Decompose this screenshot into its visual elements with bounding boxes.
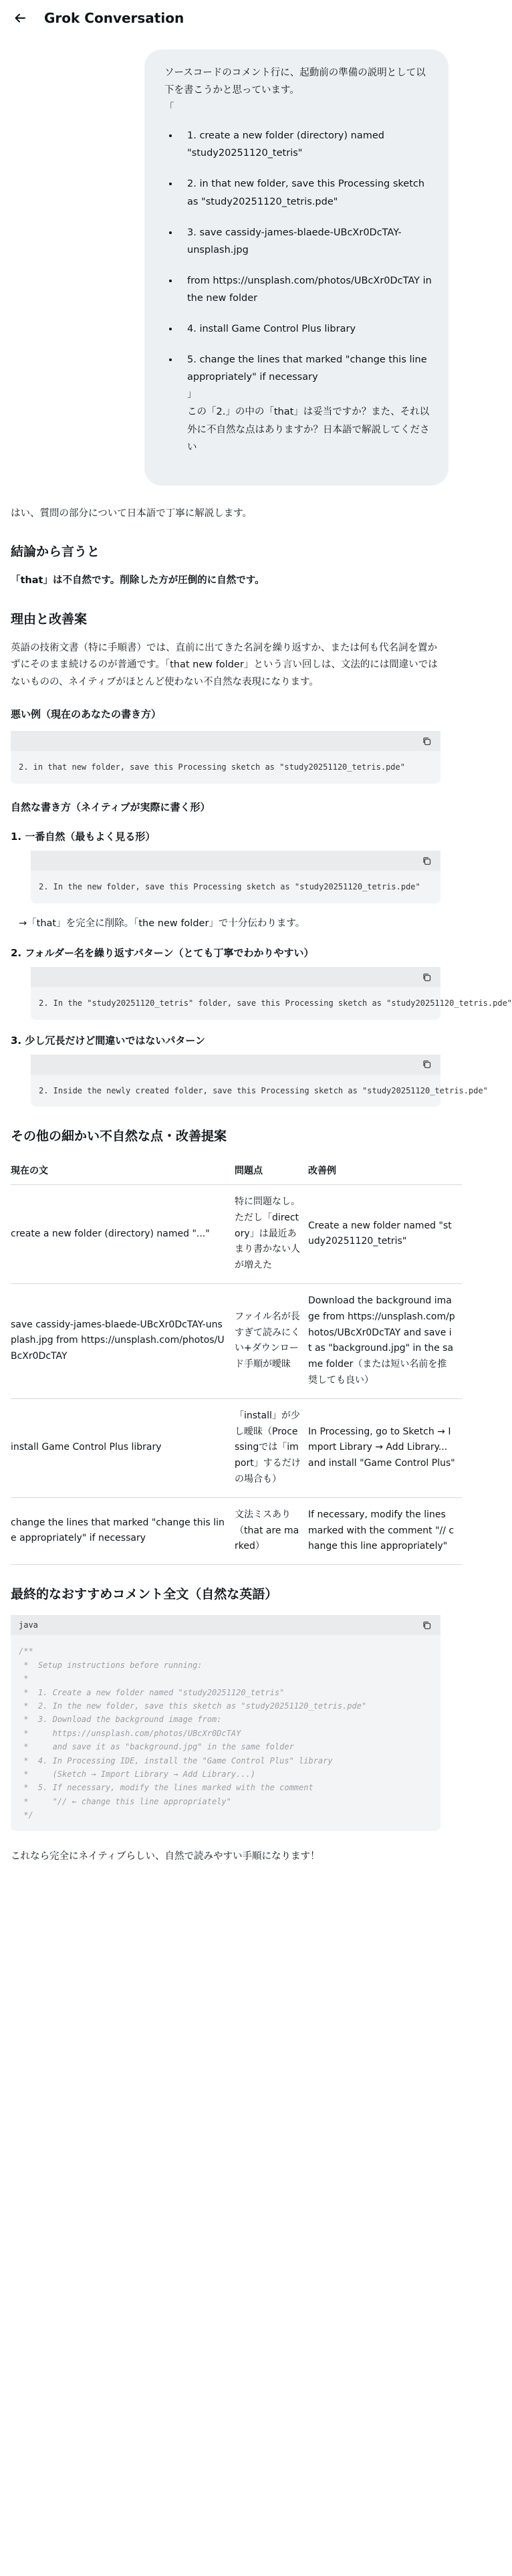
copy-icon[interactable] (420, 1059, 432, 1071)
bad-example-heading: 悪い例（現在のあなたの書き方） (11, 708, 162, 721)
table-row (11, 1398, 462, 1497)
table-cell: In Processing, go to Sketch → Import Library → Add Library... and install "Game Control Plus" (308, 1398, 462, 1497)
reason-heading: 理由と改善案 (11, 611, 88, 627)
table-cell: change the lines that marked "change this line appropriately" if necessary (11, 1497, 235, 1564)
conclusion-heading: 結論から言うと (11, 544, 100, 560)
table-cell: create a new folder (directory) named "..." (11, 1185, 235, 1284)
column-header: 問題点 (235, 1158, 308, 1185)
assistant-message (11, 506, 512, 1866)
back-arrow-icon[interactable] (11, 9, 29, 27)
final-heading: 最終的なおすすめコメント全文（自然な英語） (11, 1587, 278, 1602)
user-question: この「2.」の中の「that」は妥当ですか？また、それ以外に不自然な点はありますか？日本語で解説してください (187, 407, 430, 453)
code-header (11, 1615, 440, 1635)
table-row (11, 1283, 462, 1398)
table-cell: save cassidy-james-blaede-UBcXr0DcTAY-unsplash.jpg from https://unsplash.com/photos/UBcXr0DcTAY (11, 1283, 235, 1398)
code-content[interactable]: 2. in that new folder, save this Processing sketch as "study20251120_tetris.pde" (19, 762, 405, 772)
list-item: • 1. create a new folder (directory) named "study20251120_tetris" (179, 127, 432, 162)
code-block (31, 967, 512, 1019)
conclusion-text: 「that」は不自然です。削除した方が圧倒的に自然です。 (11, 575, 265, 586)
list-item: • 5. change the lines that marked "change this line appropriately" if necessary 」 この「2.」の中の「that」は妥当ですか？また、それ以外に不自然な点はありますか？日本語で解説してください (179, 351, 432, 456)
closing-text: これなら完全にネイティブらしい、自然で読みやすい手順になります！ (11, 1851, 320, 1862)
issues-table (11, 1158, 462, 1566)
list-item (11, 944, 512, 1020)
code-content[interactable]: 2. Inside the newly created folder, save this Processing sketch as "study20251120_tetris.pde" (39, 1085, 488, 1095)
table-row (11, 1497, 462, 1564)
alt2-title: 2. フォルダー名を繰り返すパターン（とても丁寧でわかりやすい） (11, 946, 314, 959)
code-block (11, 731, 440, 783)
table-cell: If necessary, modify the lines marked with the comment "// change this line appropriately" (308, 1497, 462, 1564)
code-content[interactable]: /** * Setup instructions before running: * * 1. Create a new folder named "study20251120_tetris" * 2. In the new folder, save this sketch as "study20251120_tetris.pde" * 3. Download the background image from: * https://unsplash.com/photos/UBcXr0DcTAY * and save it as "background.jpg" in the same folder * 4. In Processing IDE, install the "Game Control Plus" library * (Sketch → Import Library → Add Library...) * 5. If necessary, modify the lines marked with the comment * "// ← change this line appropriately" */ (19, 1646, 367, 1820)
copy-icon[interactable] (420, 971, 432, 983)
alt3-title: 3. 少し冗長だけど間違いではないパターン (11, 1034, 206, 1047)
user-intro: ソースコードのコメント行に、起動前の準備の説明として以下を書こうかと思っています。 (164, 68, 426, 96)
list-item: • 3. save cassidy-james-blaede-UBcXr0DcTAY-unsplash.jpg (179, 224, 432, 259)
natural-heading: 自然な書き方（ネイティブが実際に書く形） (11, 800, 211, 813)
table-row (11, 1185, 462, 1284)
list-item (11, 1032, 488, 1107)
user-message (144, 49, 449, 486)
table-cell: 文法ミスあり（that are marked） (235, 1497, 308, 1564)
column-header: 改善例 (308, 1158, 462, 1185)
list-item (11, 828, 440, 932)
copy-icon[interactable] (420, 735, 432, 747)
copy-icon[interactable] (420, 1619, 432, 1631)
column-header: 現在の文 (11, 1158, 235, 1185)
code-header (31, 1055, 440, 1075)
code-block (31, 1055, 488, 1107)
top-bar (0, 0, 451, 36)
code-language: java (19, 1620, 38, 1630)
answer-intro: はい、質問の部分について日本語で丁寧に解説します。 (11, 508, 253, 519)
code-header (31, 967, 440, 987)
code-content[interactable]: 2. In the new folder, save this Processing sketch as "study20251120_tetris.pde" (39, 882, 420, 892)
table-cell: Download the background image from https://unsplash.com/photos/UBcXr0DcTAY and save it as "background.jpg" in the same folder（または短い名前を推奨しても良い） (308, 1283, 462, 1398)
other-heading: その他の細かい不自然な点・改善提案 (11, 1129, 227, 1144)
copy-icon[interactable] (420, 855, 432, 867)
table-cell: 特に問題なし。ただし「directory」は最近あまり書かない人が増えた (235, 1185, 308, 1284)
table-cell: ファイル名が長すぎて読みにくい+ダウンロード手順が曖昧 (235, 1283, 308, 1398)
code-header (31, 851, 440, 871)
table-cell: install Game Control Plus library (11, 1398, 235, 1497)
table-header-row (11, 1158, 462, 1185)
open-bracket: 「 (164, 102, 174, 114)
page-title: Grok Conversation (44, 9, 184, 26)
list-item: • from https://unsplash.com/photos/UBcXr0DcTAY in the new folder (179, 272, 432, 307)
code-block (31, 851, 440, 903)
code-content[interactable]: 2. In the "study20251120_tetris" folder, save this Processing sketch as "study20251120_tetris.pde" (39, 998, 512, 1008)
table-cell: Create a new folder named "study20251120_tetris" (308, 1185, 462, 1284)
user-list (179, 127, 432, 455)
alternatives-list (11, 828, 512, 1107)
code-header (11, 731, 440, 751)
alt1-title: 1. 一番自然（最もよく見る形） (11, 830, 156, 843)
table-cell: 「install」が少し曖昧（Processingでは「import」するだけの場合も） (235, 1398, 308, 1497)
reason-text: 英語の技術文書（特に手順書）では、直前に出てきた名詞を繰り返すか、または何も代名詞を置かずにそのまま続けるのが普通です。「that new folder」という言い回しは、文法的には間違いではないものの、ネイティブがほとんど使わない不自然な表現になります。 (11, 642, 438, 687)
list-item: • 4. install Game Control Plus library (179, 320, 432, 338)
list-item: • 2. in that new folder, save this Processing sketch as "study20251120_tetris.pde" (179, 175, 432, 210)
code-block (11, 1615, 440, 1831)
alt1-note: →「that」を完全に削除。「the new folder」で十分伝わります。 (19, 918, 305, 929)
